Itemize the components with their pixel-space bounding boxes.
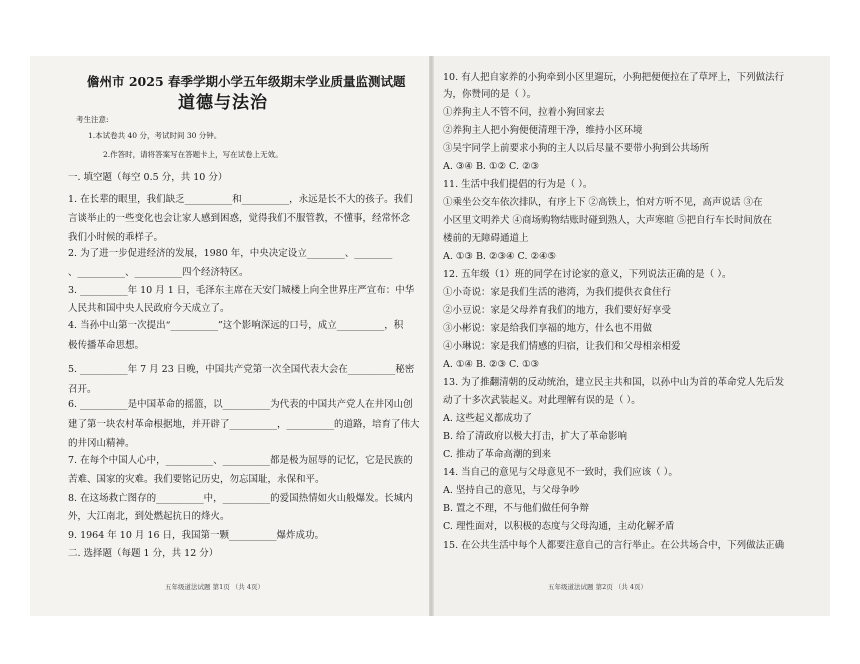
option-line: ①养狗主人不管不问，拉着小狗回家去	[443, 107, 605, 118]
question-line: 5. __________年 7 月 23 日晚，中国共产党第一次全国代表大会在__________秘密	[68, 364, 415, 375]
notice-item: 1.本试卷共 40 分，考试时间 30 分钟。	[88, 131, 222, 140]
question-line: 动了十多次武装起义。对此理解有误的是（ ）。	[443, 395, 641, 406]
option-line: C. 推动了革命高潮的到来	[443, 449, 551, 460]
page-fold	[429, 56, 434, 616]
answer-choices: A. ①④ B. ②③ C. ①③	[443, 359, 540, 370]
question-line: 11. 生活中我们提倡的行为是（ ）。	[443, 179, 593, 190]
option-line: B. 给了清政府以极大打击，扩大了革命影响	[443, 431, 628, 442]
question-line: 8. 在这场救亡图存的__________中，__________的爱国热情如火山般爆发。长城内	[68, 493, 413, 504]
option-line: A. 这些起义都成功了	[443, 413, 532, 424]
question-line: 13. 为了推翻清朝的反动统治，建立民主共和国，以孙中山为首的革命党人先后发	[443, 377, 785, 388]
question-line: 1. 在长辈的眼里，我们缺乏__________和__________，永远是长不大的孩子。我们	[68, 194, 413, 205]
option-line: ①乘坐公交车依次排队，有序上下 ②高铁上，怕对方听不见，高声说话 ③在	[443, 197, 763, 208]
question-line: 15. 在公共生活中每个人都要注意自己的言行举止。在公共场合中，下列做法正确	[443, 540, 785, 551]
question-line: 极传播革命思想。	[68, 340, 145, 351]
option-line: 小区里文明养犬 ④商场购物结账时碰到熟人，大声寒暄 ⑤把自行车长时间放在	[443, 215, 773, 226]
question-line: 12. 五年级（1）班的同学在讨论家的意义，下列说法正确的是（ ）。	[443, 269, 732, 280]
option-line: 楼前的无障碍通道上	[443, 233, 529, 244]
option-line: A. 坚持自己的意见，与父母争吵	[443, 485, 580, 496]
notice-heading: 考生注意:	[76, 115, 109, 124]
question-line: 7. 在每个中国人心中，__________、__________都是极为屈辱的记忆，它是民族的	[68, 455, 413, 466]
option-line: C. 理性面对，以积极的态度与父母沟通，主动化解矛盾	[443, 521, 675, 532]
notice-item: 2.作答时，请将答案写在答题卡上，写在试卷上无效。	[103, 150, 283, 159]
question-line: 、__________、__________四个经济特区。	[68, 267, 249, 278]
question-line: 召开。	[68, 384, 97, 395]
option-line: ④小琳说：家是我们情感的归宿，让我们和父母相亲相爱	[443, 341, 681, 352]
option-line: ③吴宇同学上前要求小狗的主人以后尽量不要带小狗到公共场所	[443, 143, 710, 154]
section-heading: 二. 选择题（每题 1 分，共 12 分）	[68, 548, 219, 559]
question-line: 6. __________是中国革命的摇篮，以__________为代表的中国共产党人在井冈山创	[68, 399, 413, 410]
question-line: 2. 为了进一步促进经济的发展，1980 年，中央决定设立________、________	[68, 248, 393, 259]
option-line: B. 置之不理，不与他们做任何争辩	[443, 503, 590, 514]
question-line: 言谈举止的一些变化也会让家人感到困惑，觉得我们不服管教，不懂事，经常怀念	[68, 213, 411, 224]
question-line: 14. 当自己的意见与父母意见不一致时，我们应该（ ）。	[443, 467, 678, 478]
question-line: 苦难、国家的灾难。我们要铭记历史，勿忘国耻，永保和平。	[68, 474, 325, 485]
question-line: 9. 1964 年 10 月 16 日，我国第一颗__________爆炸成功。	[68, 530, 325, 541]
option-line: ②小豆说：家是父母养育我们的地方，我们要好好享受	[443, 305, 672, 316]
question-line: 建了第一块农村革命根据地，并开辟了__________，__________的道路，培育了伟大	[68, 419, 420, 430]
question-line: 10. 有人把自家养的小狗牵到小区里遛玩，小狗把便便拉在了草坪上，下列做法行	[443, 72, 785, 83]
exam-title: 儋州市 2025 春季学期小学五年级期末学业质量监测试题	[87, 74, 406, 89]
answer-choices: A. ①③ B. ②③④ C. ②④⑤	[443, 251, 557, 262]
question-line: 为，你赞同的是（ ）。	[443, 89, 537, 100]
option-line: ①小奇说：家是我们生活的港湾，为我们提供衣食住行	[443, 287, 672, 298]
question-line: 人民共和国中央人民政府今天成立了。	[68, 303, 230, 314]
page-footer: 五年级道法试题 第2页 （共 4页）	[548, 583, 647, 591]
question-line: 外，大江南北，到处燃起抗日的烽火。	[68, 511, 230, 522]
subject-title: 道德与法治	[178, 93, 268, 113]
answer-choices: A. ③④ B. ①② C. ②③	[443, 161, 540, 172]
page-footer: 五年级道法试题 第1页 （共 4页）	[165, 583, 264, 591]
section-heading: 一. 填空题（每空 0.5 分，共 10 分）	[68, 172, 228, 183]
question-line: 我们小时候的乖样子。	[68, 232, 164, 243]
option-line: ③小彬说：家是给我们享福的地方，什么也不用做	[443, 323, 653, 334]
option-line: ②养狗主人把小狗便便清理干净，维持小区环境	[443, 125, 643, 136]
question-line: 的井冈山精神。	[68, 438, 135, 449]
question-line: 3. __________年 10 月 1 日，毛泽东主席在天安门城楼上向全世界庄严宣布：中华	[68, 285, 415, 296]
question-line: 4. 当孙中山第一次提出“__________”这个影响深远的口号，成立__________，积	[68, 320, 404, 331]
